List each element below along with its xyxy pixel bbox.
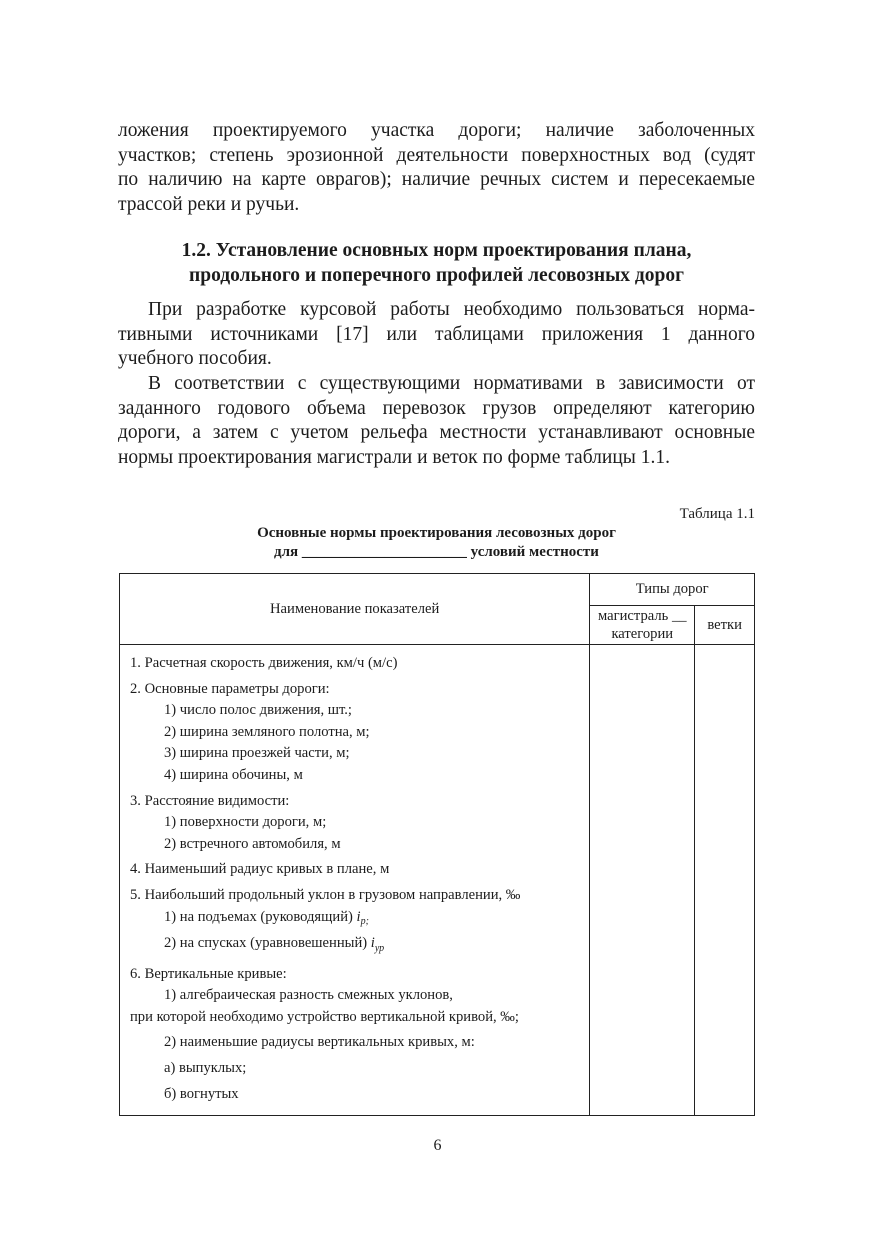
paragraph-3-line-4: нормы проектирования магистрали и веток по форме таблицы 1.1. xyxy=(118,446,670,468)
row-2-3: 3) ширина проезжей части, м; xyxy=(164,745,350,762)
header-name-column: Наименование показателей xyxy=(120,574,590,645)
row-5-1-symbol: i xyxy=(356,908,361,925)
paragraph-3-line-2: заданного годового объема перевозок грузов определяют категорию xyxy=(118,397,755,419)
row-5-1 xyxy=(130,907,589,934)
row-5-2 xyxy=(130,933,589,960)
table-title-line-2: для ______________________ условий местности xyxy=(274,544,599,560)
intro-line-3: по наличию на карте оврагов); наличие речных систем и пересекаемые xyxy=(118,169,755,191)
row-6-2-a: а) выпуклых; xyxy=(164,1059,247,1076)
row-6: 6. Вертикальные кривые: xyxy=(130,965,287,982)
paragraph-3-line-3: дороги, а затем с учетом рельефа местности устанавливают основные xyxy=(118,422,755,444)
row-6-2: 2) наименьшие радиусы вертикальных кривых, м: xyxy=(164,1034,475,1051)
row-2: 2. Основные параметры дороги: xyxy=(130,680,330,697)
intro-line-2: участков; степень эрозионной деятельности поверхностных вод (судят xyxy=(118,144,755,166)
row-3-1: 1) поверхности дороги, м; xyxy=(164,814,327,831)
row-4: 4. Наименьший радиус кривых в плане, м xyxy=(130,861,390,878)
section-heading-line-2: продольного и поперечного профилей лесовозных дорог xyxy=(189,264,684,286)
table-caption: Таблица 1.1 xyxy=(679,506,755,522)
header-main-road-line-2: категории xyxy=(611,626,674,642)
row-1: 1. Расчетная скорость движения, км/ч (м/с) xyxy=(130,655,398,671)
row-2-2: 2) ширина земляного полотна, м; xyxy=(164,723,370,740)
paragraph-2 xyxy=(118,298,755,372)
norms-table xyxy=(119,573,755,1116)
table-title-line-1: Основные нормы проектирования лесовозных дорог xyxy=(257,525,616,541)
row-2-1: 1) число полос движения, шт.; xyxy=(164,702,352,719)
paragraph-2-line-3: учебного пособия. xyxy=(118,348,272,370)
branch-values-cell xyxy=(695,645,755,1116)
section-heading xyxy=(118,239,755,288)
section-heading-line-1: 1.2. Установление основных норм проектирования плана, xyxy=(181,240,692,261)
header-main-road-line-1: магистраль __ xyxy=(598,608,687,624)
row-5-1-text: 1) на подъемах (руководящий) xyxy=(164,908,353,925)
header-branch: ветки xyxy=(695,606,755,645)
row-5-2-subscript: ур xyxy=(374,942,385,954)
row-5: 5. Наибольший продольный уклон в грузовом направлении, ‰ xyxy=(130,886,521,903)
indicators-list xyxy=(120,645,590,1116)
intro-line-1: ложения проектируемого участка дороги; наличие заболоченных xyxy=(118,120,755,141)
paragraph-2-line-2: тивными источниками [17] или таблицами приложения 1 данного xyxy=(118,323,755,345)
row-3: 3. Расстояние видимости: xyxy=(130,792,290,809)
header-main-road xyxy=(590,606,695,645)
page-number: 6 xyxy=(433,1137,442,1154)
paragraph-3 xyxy=(118,372,755,470)
paragraph-2-line-1: При разработке курсовой работы необходимо пользоваться норма- xyxy=(148,299,755,320)
row-6-1-continued: при которой необходимо устройство вертикальной кривой, ‰; xyxy=(130,1008,519,1025)
row-6-2-b: б) вогнутых xyxy=(164,1085,239,1102)
table-title xyxy=(118,524,755,562)
intro-line-4: трассой реки и ручьи. xyxy=(118,193,300,215)
row-2-4: 4) ширина обочины, м xyxy=(164,766,303,783)
header-road-types: Типы дорог xyxy=(590,574,755,606)
paragraph-3-line-1: В соответствии с существующими нормативами в зависимости от xyxy=(148,373,755,394)
row-6-1: 1) алгебраическая разность смежных уклонов, xyxy=(164,987,453,1004)
row-5-2-symbol: i xyxy=(370,935,375,952)
main-road-values-cell xyxy=(590,645,695,1116)
row-5-2-text: 2) на спусках (уравновешенный) xyxy=(164,935,368,952)
row-3-2: 2) встречного автомобиля, м xyxy=(164,835,341,852)
row-5-1-subscript: р; xyxy=(360,916,369,928)
intro-paragraph xyxy=(118,119,755,217)
